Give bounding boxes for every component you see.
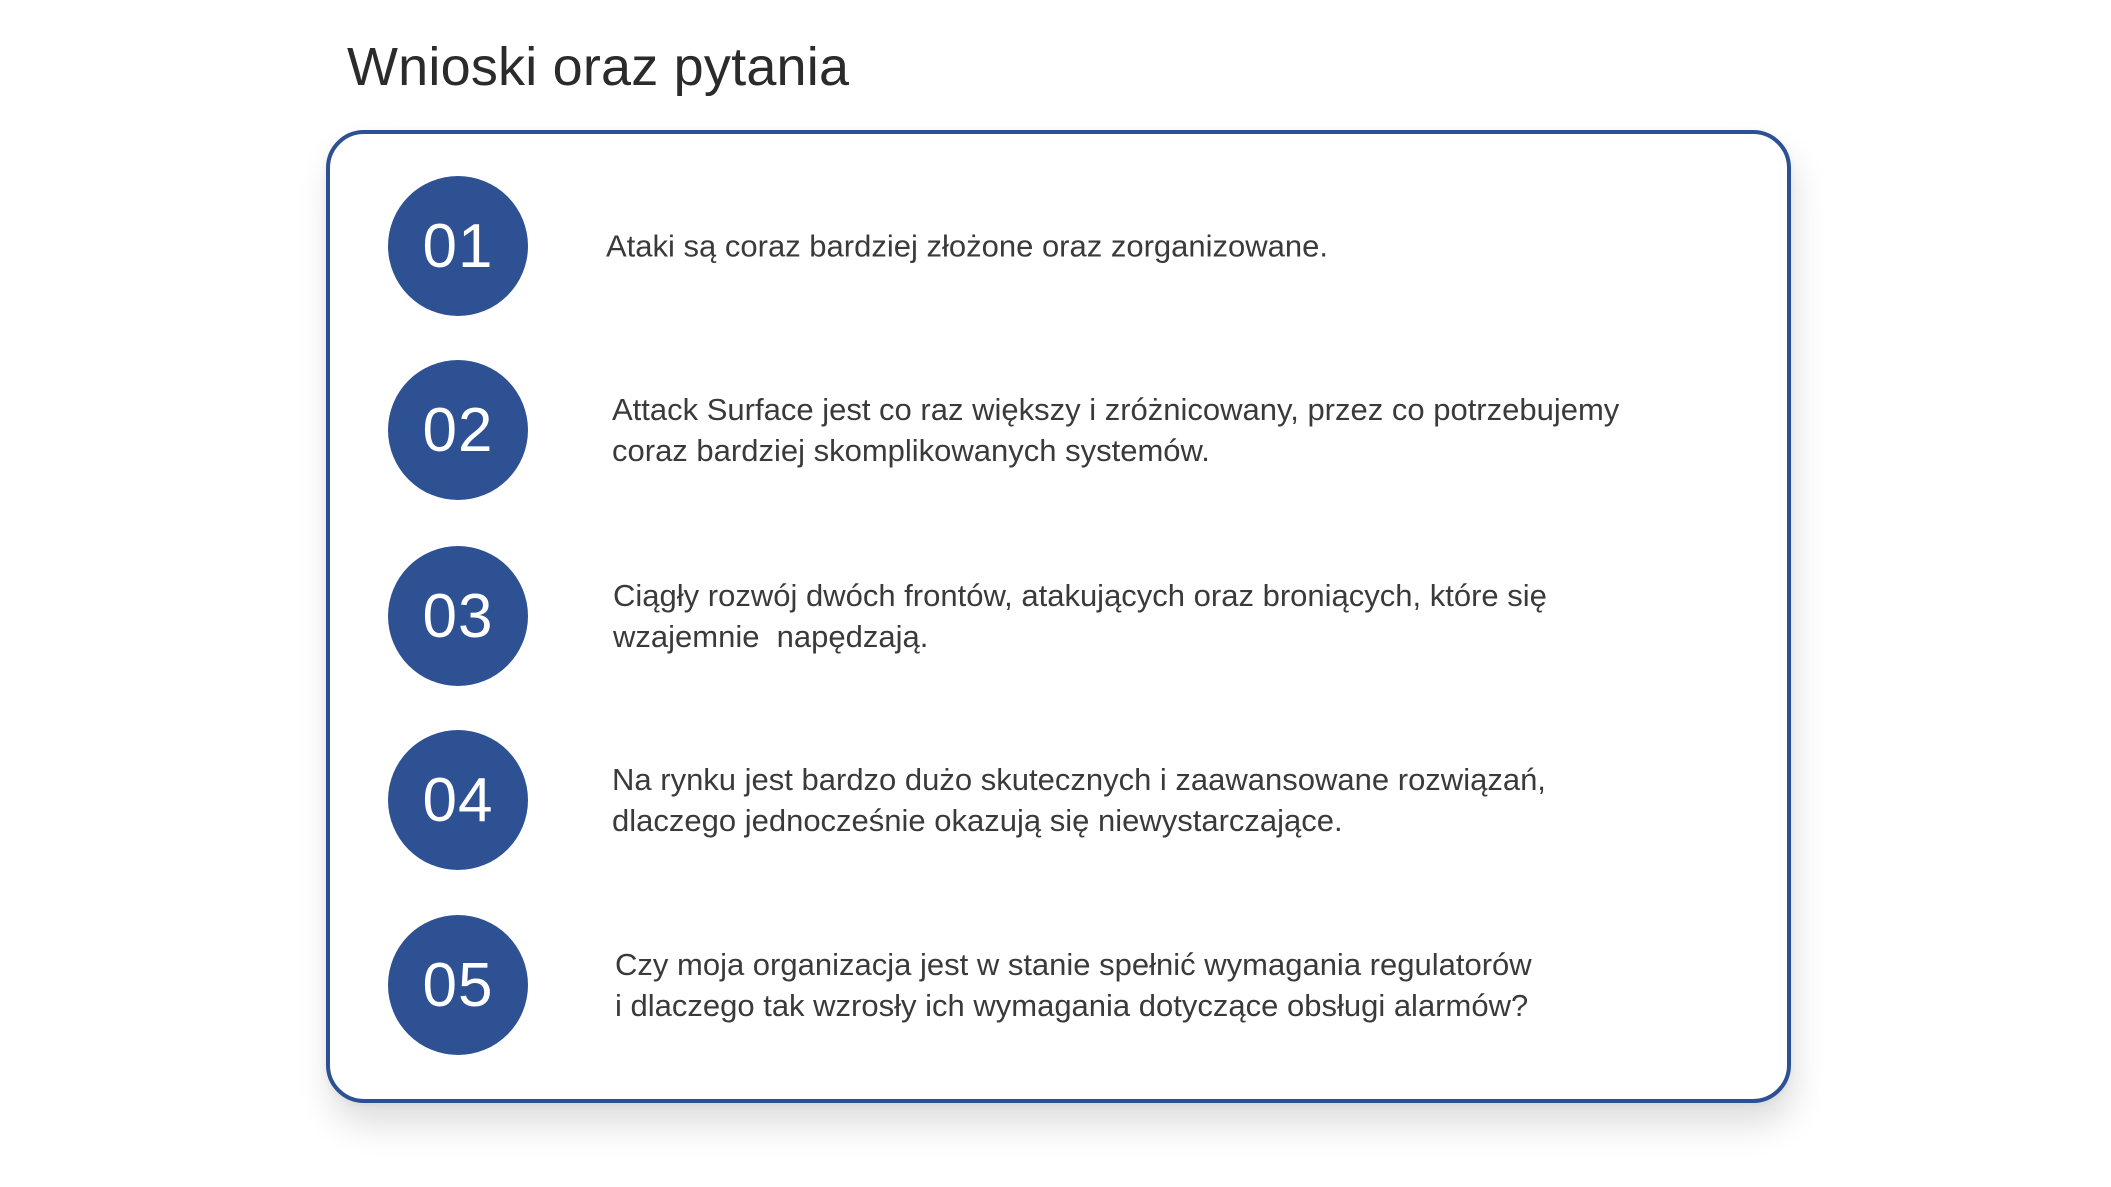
item-text: Ataki są coraz bardziej złożone oraz zorganizowane. bbox=[606, 228, 1328, 264]
item-text: Ciągły rozwój dwóch frontów, atakujących oraz broniących, które się wzajemnie napędzają. bbox=[613, 578, 1547, 654]
number-badge: 01 bbox=[388, 176, 528, 316]
content-card bbox=[326, 130, 1791, 1103]
number-badge: 05 bbox=[388, 915, 528, 1055]
list-item-02 bbox=[330, 360, 1787, 500]
list-item-01 bbox=[330, 176, 1787, 316]
number-badge: 04 bbox=[388, 730, 528, 870]
list-item-05 bbox=[330, 915, 1787, 1055]
list-item-03 bbox=[330, 546, 1787, 686]
number-badge: 02 bbox=[388, 360, 528, 500]
list-item-04 bbox=[330, 730, 1787, 870]
item-text: Attack Surface jest co raz większy i zróżnicowany, przez co potrzebujemy coraz bardziej skomplikowanych systemów. bbox=[612, 392, 1620, 468]
number-badge: 03 bbox=[388, 546, 528, 686]
item-text: Na rynku jest bardzo dużo skutecznych i zaawansowane rozwiązań, dlaczego jednocześnie okazują się niewystarczające. bbox=[612, 762, 1546, 838]
item-text: Czy moja organizacja jest w stanie spełnić wymagania regulatorów i dlaczego tak wzrosły ich wymagania dotyczące obsługi alarmów? bbox=[615, 947, 1532, 1023]
page-title: Wnioski oraz pytania bbox=[347, 37, 850, 97]
